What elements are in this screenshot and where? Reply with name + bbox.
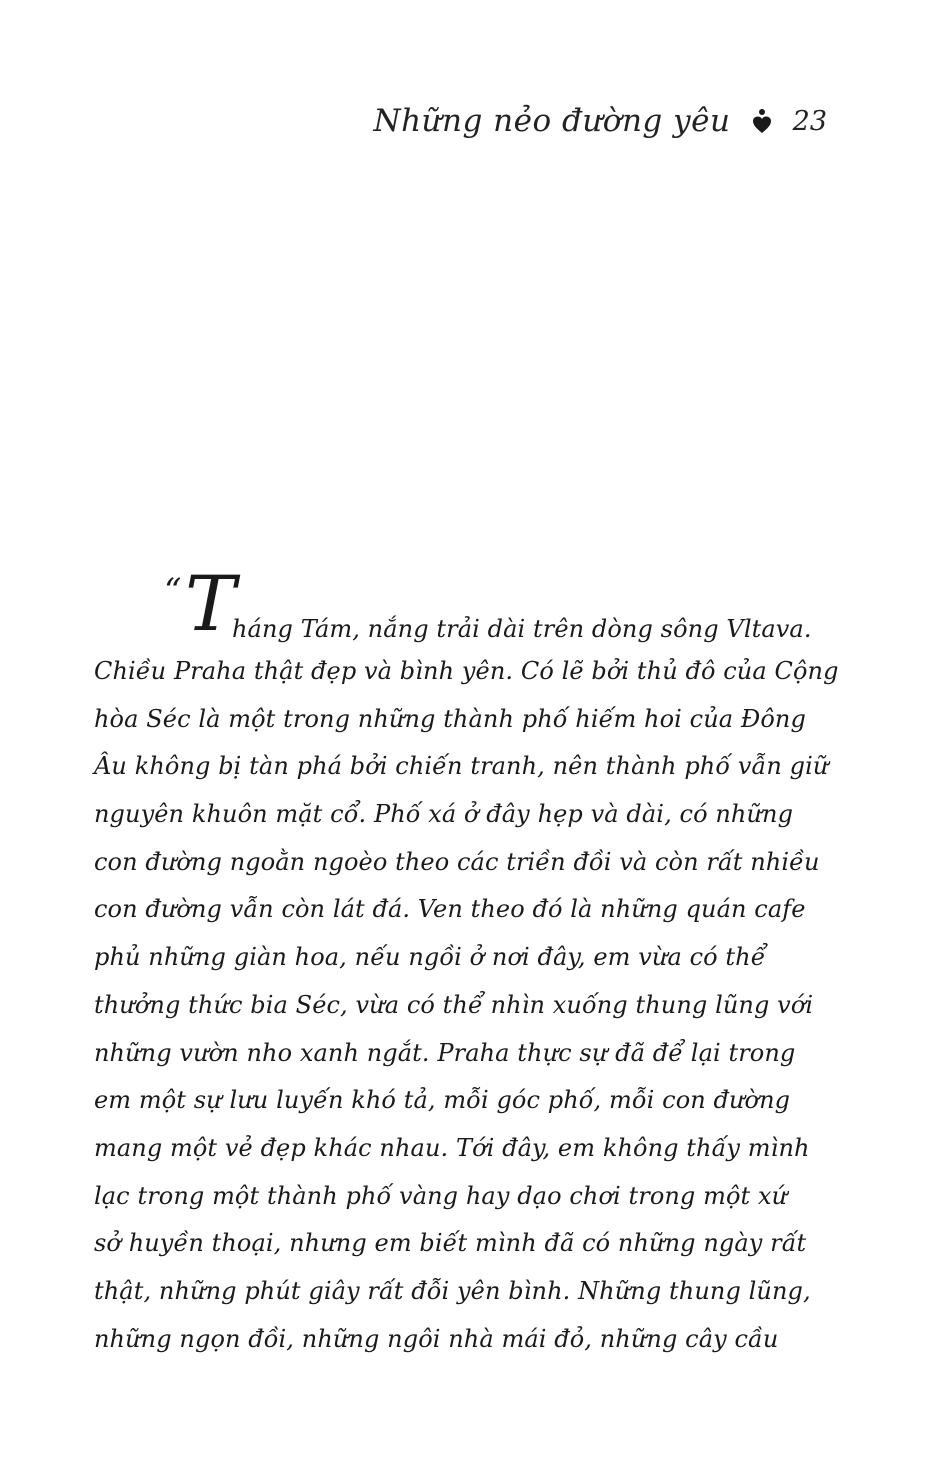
text-line: thưởng thức bia Séc, vừa có thể nhìn xuống thung lũng với [94,990,814,1019]
text-line: phủ những giàn hoa, nếu ngồi ở nơi đây, em vừa có thể [94,943,766,972]
text-line: nguyên khuôn mặt cổ. Phố xá ở đây hẹp và dài, có những [94,800,794,829]
text-line: thật, những phút giây rất đỗi yên bình. Những thung lũng, [94,1276,811,1305]
running-title: Những nẻo đường yêu [373,103,731,139]
text-line: mang một vẻ đẹp khác nhau. Tới đây, em không thấy mình [94,1133,810,1162]
opening-quote: “ [164,571,182,611]
running-header [0,103,827,151]
first-line-text: háng Tám, nắng trải dài trên dòng sông Vltava. [232,615,812,643]
drop-cap: T [185,559,236,648]
page-number: 23 [792,105,827,137]
text-line: Âu không bị tàn phá bởi chiến tranh, nên thành phố vẫn giữ [94,752,829,781]
text-line: con đường ngoằn ngoèo theo các triền đồi và còn rất nhiều [94,847,820,876]
body-text [94,559,839,1363]
text-line: lạc trong một thành phố vàng hay dạo chơi trong một xứ [94,1181,788,1210]
text-line: những ngọn đồi, những ngôi nhà mái đỏ, những cây cầu [94,1324,779,1353]
text-line: sở huyền thoại, nhưng em biết mình đã có những ngày rất [94,1229,807,1258]
text-line: những vườn nho xanh ngắt. Praha thực sự đã để lại trong [94,1038,796,1067]
text-line: con đường vẫn còn lát đá. Ven theo đó là những quán cafe [94,895,806,924]
text-line: Chiều Praha thật đẹp và bình yên. Có lẽ bởi thủ đô của Cộng [94,657,839,685]
first-line [94,559,827,648]
text-line: em một sự lưu luyến khó tả, mỗi góc phố, mỗi con đường [94,1086,791,1115]
text-line: hòa Séc là một trong những thành phố hiếm hoi của Đông [94,704,806,733]
heart-ornament-icon [752,108,772,134]
